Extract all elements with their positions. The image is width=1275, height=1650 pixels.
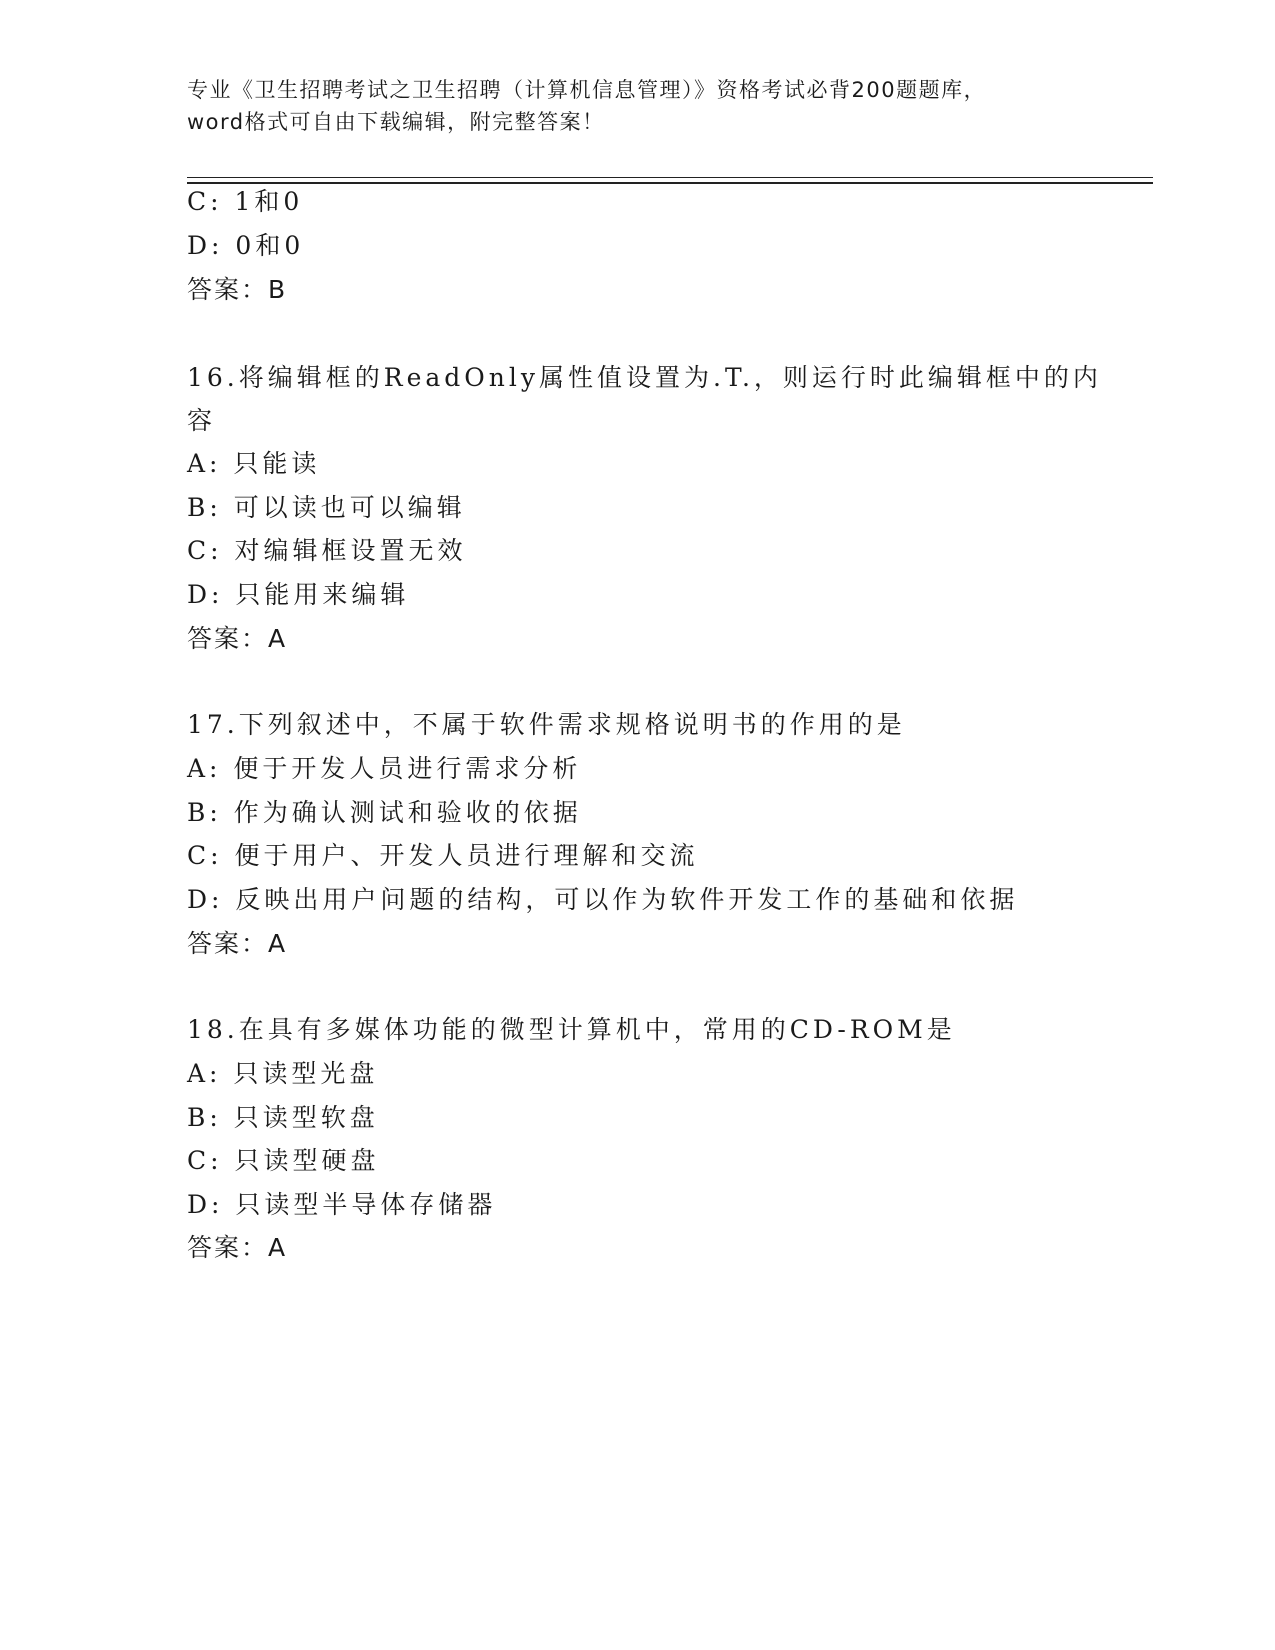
option-c: C: 只读型硬盘 [187, 1146, 380, 1175]
question-stem: 16.将编辑框的ReadOnly属性值设置为.T.，则运行时此编辑框中的内 [187, 363, 1102, 392]
option-b: B: 作为确认测试和验收的依据 [187, 798, 582, 827]
question-stem-continued: 容 [187, 406, 217, 435]
header-line-1: 专业《卫生招聘考试之卫生招聘（计算机信息管理）》资格考试必背200题题库， [187, 78, 987, 102]
question-stem: 18.在具有多媒体功能的微型计算机中，常用的CD-ROM是 [187, 1015, 956, 1044]
option-d: D: 反映出用户问题的结构，可以作为软件开发工作的基础和依据 [187, 885, 1019, 914]
answer-line: 答案：A [187, 624, 288, 653]
option-b: B: 只读型软盘 [187, 1103, 379, 1132]
option-b: B: 可以读也可以编辑 [187, 493, 466, 522]
option-a: A: 只能读 [187, 449, 321, 478]
question-stem: 17.下列叙述中，不属于软件需求规格说明书的作用的是 [187, 710, 906, 739]
option-d: D: 0和0 [187, 231, 305, 260]
option-d: D: 只能用来编辑 [187, 580, 410, 609]
option-a: A: 只读型光盘 [187, 1059, 379, 1088]
answer-line: 答案：A [187, 1233, 288, 1262]
header-divider-top [187, 177, 1153, 178]
option-c: C: 便于用户、开发人员进行理解和交流 [187, 841, 699, 870]
document-header [187, 74, 1087, 138]
option-a: A: 便于开发人员进行需求分析 [187, 754, 582, 783]
option-d: D: 只读型半导体存储器 [187, 1190, 497, 1219]
answer-line: 答案：B [187, 275, 288, 304]
option-c: C: 1和0 [187, 187, 304, 216]
answer-line: 答案：A [187, 929, 288, 958]
option-c: C: 对编辑框设置无效 [187, 536, 467, 565]
header-divider-bottom [187, 182, 1153, 184]
header-line-2: word格式可自由下载编辑，附完整答案！ [187, 110, 605, 134]
